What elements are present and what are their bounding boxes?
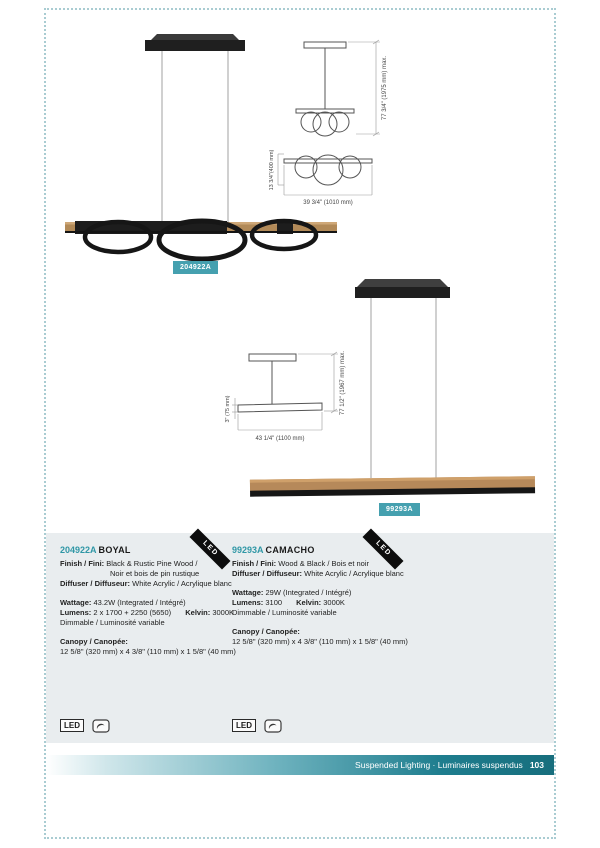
product-title	[232, 545, 402, 555]
diffuser-value: White Acrylic / Acrylique blanc	[132, 579, 232, 588]
lumens-kelvin-line	[232, 598, 402, 608]
product-name: BOYAL	[98, 545, 131, 555]
wattage-label: Wattage:	[60, 598, 92, 607]
dimension-height	[348, 40, 388, 136]
lumens-value: 2 x 1700 + 2250 (5650)	[93, 608, 172, 617]
wattage-value: 29W (Integrated / Intégré)	[265, 588, 352, 597]
led-icon: LED	[60, 719, 84, 732]
product-sku: 204922A	[60, 545, 97, 555]
kelvin-value: 3000K	[212, 608, 235, 617]
finish-value-2: Noir et bois de pin rustique	[110, 569, 200, 578]
lumens-kelvin-line	[60, 608, 235, 618]
lumens-label: Lumens:	[232, 598, 264, 607]
diffuser-line	[232, 569, 402, 579]
spec-column-camacho	[232, 545, 408, 647]
dimmable-icon	[264, 719, 282, 733]
bar-bottom-edge	[65, 231, 337, 233]
dimension-width-label: 39 3/4" (1010 mm)	[303, 200, 353, 206]
product-sku: 99293A	[232, 545, 264, 555]
kelvin-label: Kelvin:	[185, 608, 211, 617]
finish-value: Black & Rustic Pine Wood /	[106, 559, 198, 568]
finish-value: Wood & Black / Bois et noir	[278, 559, 370, 568]
kelvin-label: Kelvin:	[296, 598, 322, 607]
dimension-drawing-boyal	[268, 33, 398, 223]
led-ribbon-camacho: LED	[362, 528, 403, 569]
dimension-height-label: 77 3/4" (1975 mm) max.	[382, 55, 388, 121]
product-title	[60, 545, 230, 555]
canopy-top	[151, 34, 239, 40]
diffuser-label: Diffuser / Diffuseur:	[60, 579, 131, 588]
wattage-line	[60, 598, 230, 608]
page-number: 103	[529, 760, 544, 770]
diffuser-label: Diffuser / Diffuseur:	[232, 569, 303, 578]
feature-icons-boyal	[60, 717, 110, 733]
footer-section-title: Suspended Lighting · Luminaires suspendus	[355, 760, 523, 770]
dimension-depth-label: 13 3/4"(400 mm)	[269, 149, 275, 191]
spec-panel	[46, 533, 554, 743]
product-badge-camacho: 99293A	[379, 503, 420, 516]
kelvin-value: 3000K	[323, 598, 345, 607]
diffuser-line	[60, 579, 230, 589]
finish-line	[232, 559, 402, 569]
product-name: CAMACHO	[265, 545, 315, 555]
footer-bar	[46, 755, 554, 775]
dimension-height-label: 77 1/2" (1967 mm) max.	[340, 350, 346, 416]
dimmable-line: Dimmable / Luminosité variable	[60, 618, 165, 627]
canopy-label: Canopy / Canopée:	[60, 637, 128, 646]
canopy	[145, 40, 245, 51]
lumens-value: 3100	[265, 598, 283, 607]
dimmable-line: Dimmable / Luminosité variable	[232, 608, 337, 617]
canopy-value: 12 5/8" (320 mm) x 4 3/8" (110 mm) x 1 5/8" (40 mm)	[60, 647, 236, 656]
dimmable-icon	[92, 719, 110, 733]
lumens-label: Lumens:	[60, 608, 92, 617]
finish-line	[60, 559, 230, 569]
wattage-label: Wattage:	[232, 588, 264, 597]
product-image-camacho	[240, 272, 550, 507]
diffuser-value: White Acrylic / Acrylique blanc	[304, 569, 404, 578]
product-badge-boyal: 204922A	[173, 261, 218, 274]
led-icon: LED	[232, 719, 256, 732]
canopy-top	[357, 279, 448, 287]
canopy-label: Canopy / Canopée:	[232, 627, 300, 636]
side-view	[296, 42, 354, 136]
canopy	[355, 287, 450, 298]
dimension-depth	[269, 149, 284, 190]
dimension-width-label: 43 1/4" (1100 mm)	[255, 436, 305, 442]
wattage-value: 43.2W (Integrated / Intégré)	[93, 598, 186, 607]
canopy-value: 12 5/8" (320 mm) x 4 3/8" (110 mm) x 1 5/8" (40 mm)	[232, 637, 408, 646]
feature-icons-camacho	[232, 717, 282, 733]
spec-column-boyal	[60, 545, 236, 657]
front-view	[284, 155, 372, 185]
wattage-line	[232, 588, 402, 598]
finish-label: Finish / Fini:	[232, 559, 277, 568]
dimension-profile	[225, 395, 238, 422]
light-bar	[250, 476, 535, 496]
led-ribbon-boyal: LED	[189, 528, 230, 569]
finish-label: Finish / Fini:	[60, 559, 105, 568]
dimension-profile-label: 3" (75 mm)	[225, 395, 231, 423]
